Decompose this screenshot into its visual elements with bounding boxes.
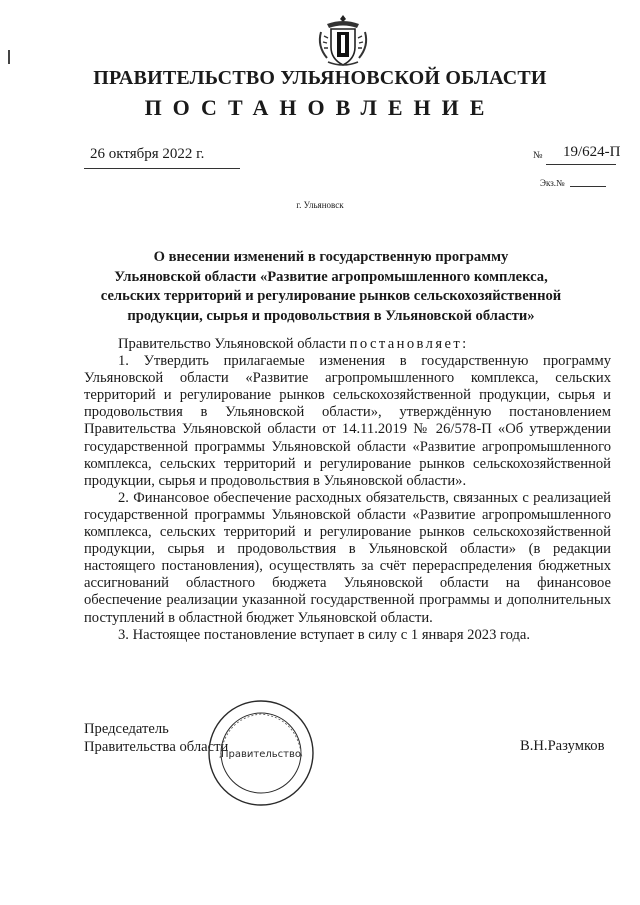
stamp-text: Правительство [221,749,301,760]
copy-number-underline [570,186,606,187]
document-date: 26 октября 2022 г. [90,146,205,162]
subject-line: О внесении изменений в государственную программу [153,249,509,265]
document-body [84,336,611,644]
clause-1: 1. Утвердить прилагаемые изменения в государственную программу Ульяновской области «Развитие агропромышленного комплекса, сельских территорий и регулирование рынков сельскохозяйственной продукции, сырья и продовольствия в Ульяновской области», утверждённую постановлением Правительства Ульяновской области от 14.11.2019 № 26/578-П «Об утверждении государственной программы Ульяновской области «Развитие агропромышленного комплекса, сельских территорий и регулирование рынков сельскохозяйственной продукции, сырья и продовольствия в Ульяновской области». [84,353,611,489]
document-number: 19/624-П [563,144,621,160]
clause-3: 3. Настоящее постановление вступает в силу с 1 января 2023 года. [118,626,531,643]
subject-line: Ульяновской области «Развитие агропромышленного комплекса, [114,268,548,285]
copy-number-label: Экз.№ [540,178,565,188]
resolves-word: постановляет: [349,336,469,352]
signatory-title-line: Председатель [84,721,169,737]
signatory-title-line: Правительства области [84,739,229,755]
document-subject [80,248,582,326]
official-seal-stamp [206,698,316,808]
preamble-paragraph [84,336,611,353]
subject-line: сельских территорий и регулирование рынков сельскохозяйственной [100,288,562,304]
margin-mark [8,50,10,64]
clause-2: 2. Финансовое обеспечение расходных обязательств, связанных с реализацией государственной программы Ульяновской области «Развитие агропромышленного комплекса, сельских территорий и регулирование рынков сельскохозяйственной продукции, сырья и продовольствия в Ульяновской области» (в редакции настоящего постановления), осуществлять за счёт перераспределения бюджетных ассигнований областного бюджета Ульяновской области на финансовое обеспечение реализации указанной государственной программы и дополнительных поступлений в областной бюджет Ульяновской области. [84,489,611,626]
coat-of-arms-icon [314,12,372,70]
organization-title: ПРАВИТЕЛЬСТВО УЛЬЯНОВСКОЙ ОБЛАСТИ [93,67,547,89]
preamble-text: Правительство Ульяновской области [118,336,347,352]
date-underline [84,168,240,169]
number-underline [546,164,616,165]
signatory-name: В.Н.Разумков [520,738,605,754]
document-type-title: ПОСТАНОВЛЕНИЕ [144,95,496,120]
city-name: г. Ульяновск [296,200,344,210]
number-sign: № [533,150,543,161]
subject-line: продукции, сырья и продовольствия в Ульяновской области» [127,307,535,324]
